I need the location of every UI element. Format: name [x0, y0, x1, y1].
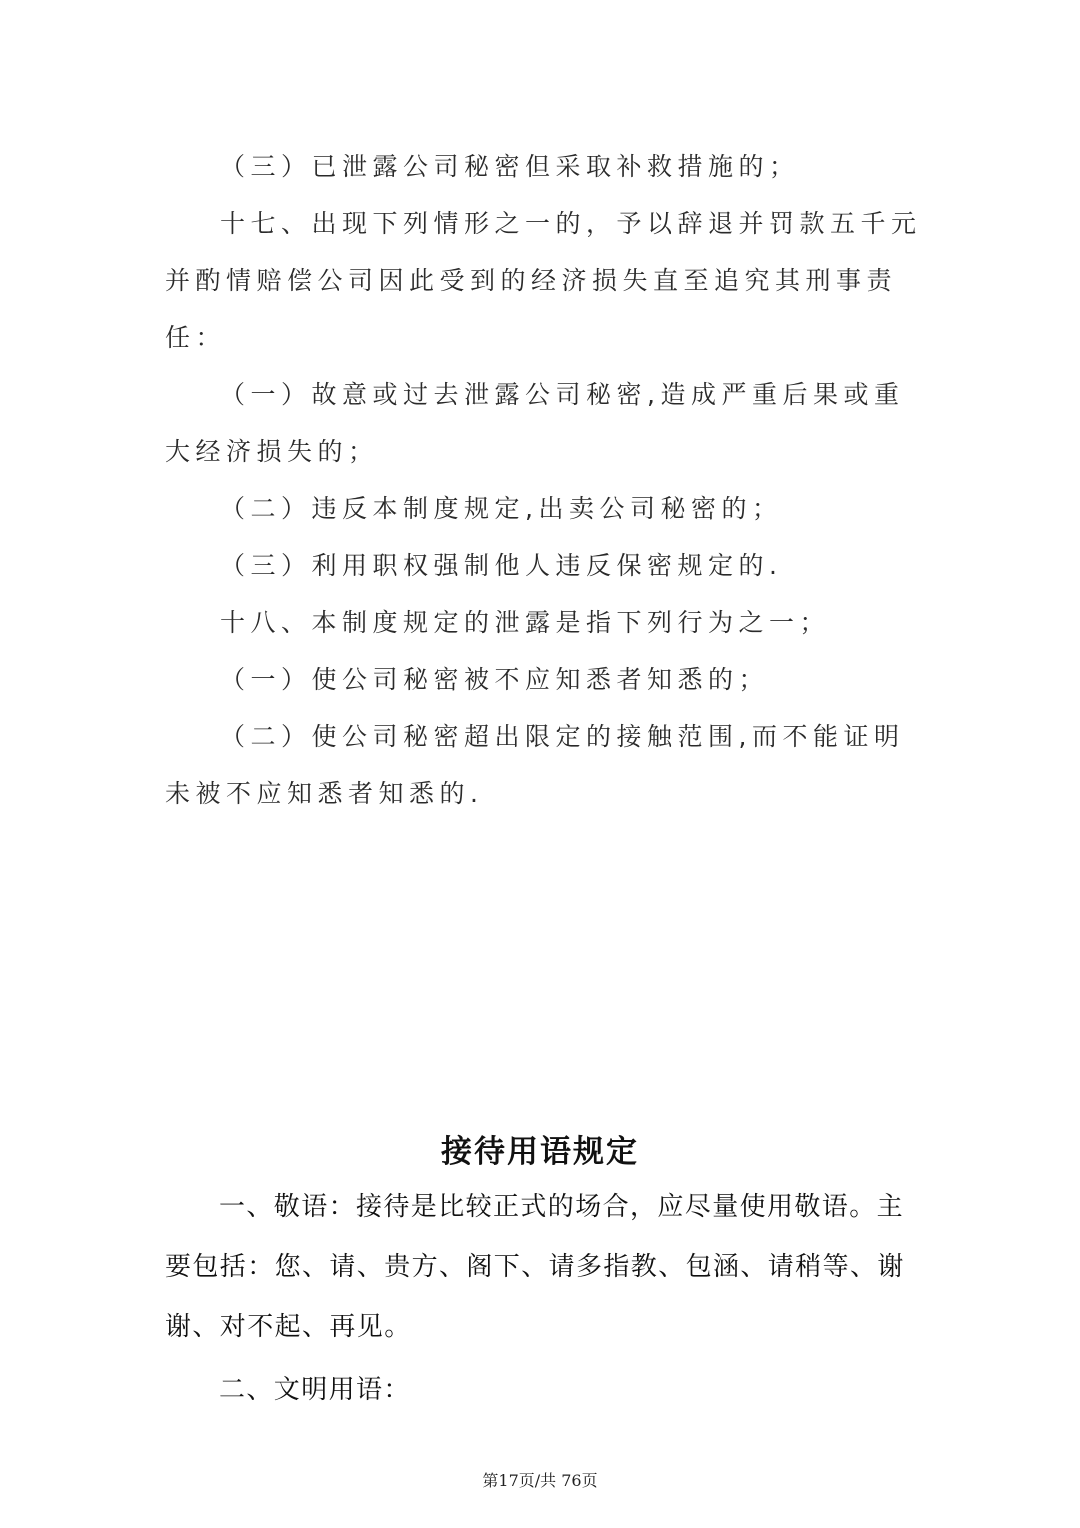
body-paragraph: 一、敬语：接待是比较正式的场合，应尽量使用敬语。主要包括：您、请、贵方、阁下、请多指教、包涵、请稍等、谢谢、对不起、再见。 [165, 1192, 905, 1342]
confidentiality-rules-section [165, 138, 925, 822]
reception-language-section [165, 1177, 925, 1420]
clause-paragraph: （三）利用职权强制他人违反保密规定的. [220, 551, 783, 580]
page-number: 第17页/共 76页 [482, 1471, 598, 1490]
clause-paragraph: 十八、本制度规定的泄露是指下列行为之一； [220, 608, 831, 637]
clause-paragraph: （三）已泄露公司秘密但采取补救措施的； [220, 152, 800, 181]
section-title: 接待用语规定 [441, 1134, 639, 1170]
body-paragraph: 二、文明用语： [219, 1375, 411, 1405]
clause-paragraph: （二）使公司秘密超出限定的接触范围,而不能证明未被不应知悉者知悉的. [165, 722, 905, 808]
clause-paragraph: 十七、出现下列情形之一的，予以辞退并罚款五千元并酌情赔偿公司因此受到的经济损失直至追究其刑事责任： [165, 209, 922, 352]
clause-paragraph: （一）故意或过去泄露公司秘密,造成严重后果或重大经济损失的； [165, 380, 905, 466]
clause-paragraph: （一）使公司秘密被不应知悉者知悉的； [220, 665, 770, 694]
clause-paragraph: （二）违反本制度规定,出卖公司秘密的； [220, 494, 783, 523]
